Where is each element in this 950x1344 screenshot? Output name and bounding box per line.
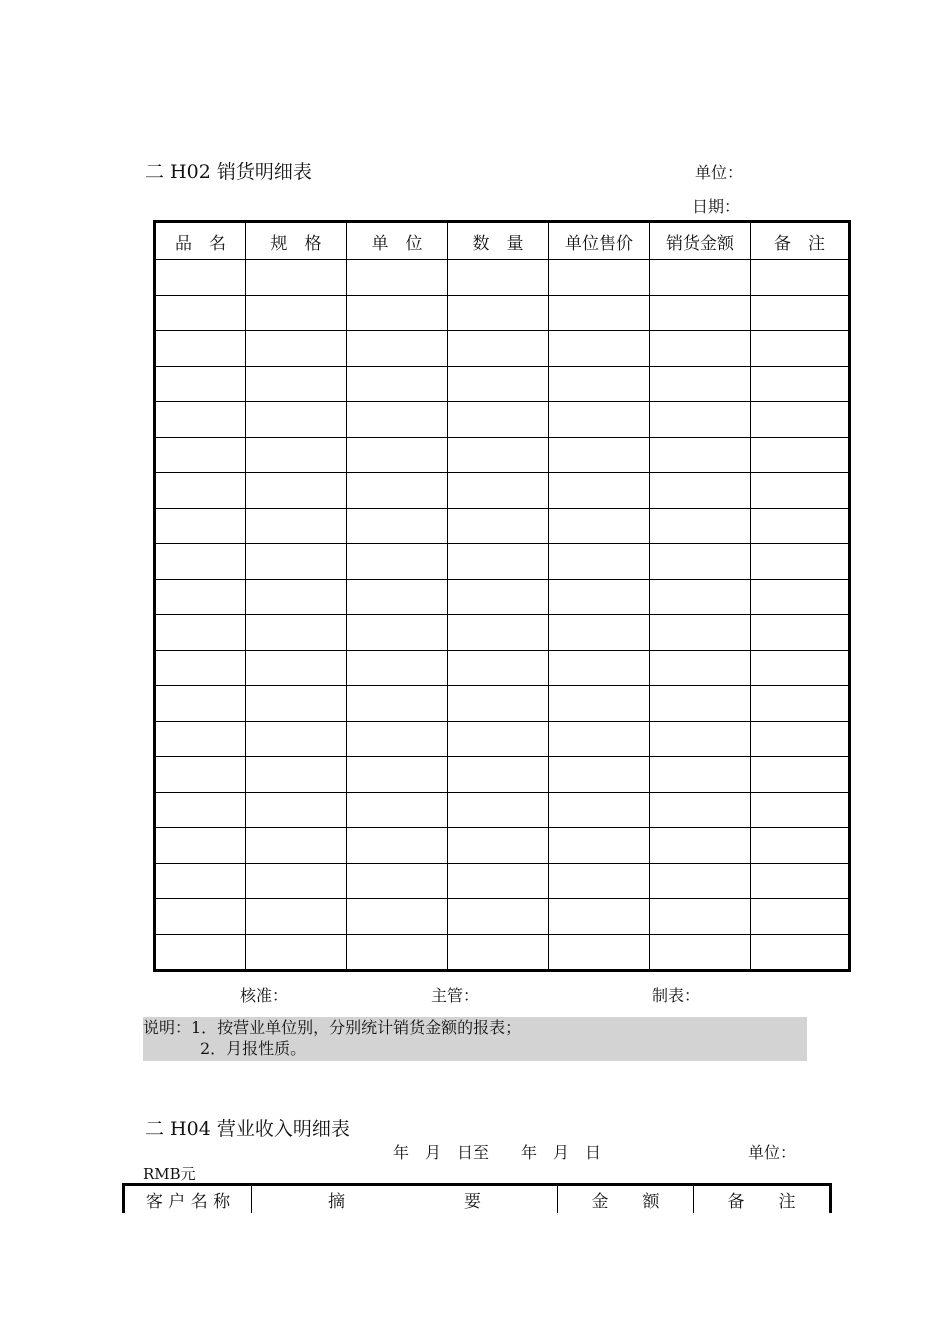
table-cell	[155, 579, 246, 615]
table-cell	[155, 544, 246, 580]
table-row	[155, 295, 850, 331]
col-product-name: 品 名	[155, 222, 246, 260]
table-cell	[549, 508, 650, 544]
table-row	[155, 757, 850, 793]
table-cell	[155, 437, 246, 473]
table-cell	[549, 792, 650, 828]
table-cell	[155, 792, 246, 828]
table-cell	[246, 508, 347, 544]
table-cell	[650, 615, 751, 651]
table-cell	[155, 331, 246, 367]
table-cell	[155, 828, 246, 864]
table-cell	[347, 686, 448, 722]
table-cell	[246, 721, 347, 757]
table-cell	[751, 579, 850, 615]
table-cell	[155, 686, 246, 722]
table-cell	[347, 828, 448, 864]
table-cell	[155, 366, 246, 402]
table-cell	[549, 899, 650, 935]
table-cell	[549, 544, 650, 580]
signature-supervisor: 主管：	[431, 986, 480, 1005]
table-cell	[155, 615, 246, 651]
table-cell	[650, 721, 751, 757]
sales-detail-table	[153, 220, 851, 972]
table-cell	[650, 934, 751, 971]
table-cell	[246, 934, 347, 971]
table-cell	[347, 721, 448, 757]
signature-approve: 核准：	[240, 986, 289, 1005]
table-cell	[347, 650, 448, 686]
table-cell	[347, 366, 448, 402]
table-cell	[246, 757, 347, 793]
table-cell	[549, 615, 650, 651]
table-cell	[650, 828, 751, 864]
table-cell	[347, 295, 448, 331]
revenue-table-header-row	[124, 1185, 831, 1214]
table-cell	[650, 650, 751, 686]
table-cell	[549, 757, 650, 793]
table-cell	[155, 721, 246, 757]
table-cell	[246, 366, 347, 402]
table-cell	[347, 757, 448, 793]
table-cell	[751, 402, 850, 438]
col-summary: 摘 要	[252, 1185, 558, 1214]
table-cell	[448, 366, 549, 402]
table-cell	[448, 331, 549, 367]
col-customer-name: 客 户 名 称	[124, 1185, 252, 1214]
table-cell	[751, 437, 850, 473]
table-cell	[448, 508, 549, 544]
table-cell	[155, 473, 246, 509]
table-cell	[448, 792, 549, 828]
table-row	[155, 544, 850, 580]
table-cell	[448, 579, 549, 615]
section1-title: 二 H02 销货明细表	[145, 161, 312, 183]
table-cell	[246, 295, 347, 331]
section2-currency: RMB元	[143, 1165, 196, 1183]
table-cell	[347, 899, 448, 935]
table-cell	[347, 934, 448, 971]
table-cell	[549, 579, 650, 615]
table-cell	[347, 615, 448, 651]
table-cell	[650, 402, 751, 438]
table-cell	[246, 402, 347, 438]
table-cell	[246, 579, 347, 615]
table-cell	[448, 295, 549, 331]
table-cell	[448, 721, 549, 757]
table-cell	[155, 295, 246, 331]
table-row	[155, 331, 850, 367]
table-cell	[347, 544, 448, 580]
table-cell	[347, 437, 448, 473]
section2-date-range: 年 月 日至 年 月 日	[393, 1143, 602, 1162]
table-cell	[650, 260, 751, 296]
table-cell	[246, 473, 347, 509]
table-cell	[155, 260, 246, 296]
table-row	[155, 686, 850, 722]
table-cell	[650, 792, 751, 828]
table-cell	[650, 544, 751, 580]
table-row	[155, 828, 850, 864]
table-cell	[751, 615, 850, 651]
table-cell	[155, 402, 246, 438]
table-row	[155, 792, 850, 828]
table-cell	[347, 473, 448, 509]
table-cell	[448, 260, 549, 296]
table-cell	[347, 792, 448, 828]
table-row	[155, 366, 850, 402]
table-cell	[650, 366, 751, 402]
table-cell	[751, 295, 850, 331]
table-row	[155, 402, 850, 438]
table-cell	[751, 828, 850, 864]
table-cell	[155, 934, 246, 971]
table-row	[155, 650, 850, 686]
table-cell	[549, 331, 650, 367]
table-cell	[448, 828, 549, 864]
table-cell	[448, 437, 549, 473]
col-remarks: 备 注	[751, 222, 850, 260]
table-cell	[246, 650, 347, 686]
table-cell	[448, 899, 549, 935]
table-cell	[448, 473, 549, 509]
table-cell	[751, 863, 850, 899]
table-cell	[347, 331, 448, 367]
col-unit: 单 位	[347, 222, 448, 260]
table-cell	[246, 437, 347, 473]
table-cell	[448, 686, 549, 722]
table-row	[155, 437, 850, 473]
table-cell	[751, 544, 850, 580]
table-cell	[246, 863, 347, 899]
table-cell	[155, 757, 246, 793]
table-cell	[448, 402, 549, 438]
table-row	[155, 899, 850, 935]
table-cell	[347, 260, 448, 296]
section1-unit-label: 单位：	[695, 163, 744, 182]
table-cell	[751, 366, 850, 402]
table-cell	[448, 650, 549, 686]
table-cell	[751, 757, 850, 793]
table-cell	[549, 828, 650, 864]
table-cell	[155, 899, 246, 935]
table-cell	[155, 508, 246, 544]
table-cell	[751, 331, 850, 367]
table-row	[155, 934, 850, 971]
table-cell	[347, 863, 448, 899]
table-cell	[751, 934, 850, 971]
table-row	[155, 615, 850, 651]
table-cell	[751, 650, 850, 686]
sales-table-header-row	[155, 222, 850, 260]
table-row	[155, 863, 850, 899]
table-cell	[155, 863, 246, 899]
table-cell	[650, 473, 751, 509]
table-cell	[650, 508, 751, 544]
table-cell	[751, 686, 850, 722]
table-cell	[155, 650, 246, 686]
table-cell	[751, 473, 850, 509]
section2-title: 二 H04 营业收入明细表	[145, 1118, 350, 1140]
col-sales-amount: 销货金额	[650, 222, 751, 260]
table-cell	[751, 721, 850, 757]
table-cell	[347, 402, 448, 438]
table-row	[155, 721, 850, 757]
table-cell	[246, 899, 347, 935]
col-quantity: 数 量	[448, 222, 549, 260]
table-cell	[246, 260, 347, 296]
section1-date-label: 日期：	[692, 197, 741, 216]
note-line-2: 2．月报性质。	[200, 1039, 307, 1058]
revenue-detail-table	[122, 1183, 832, 1213]
signature-prepared: 制表：	[652, 986, 701, 1005]
table-cell	[549, 473, 650, 509]
table-row	[155, 260, 850, 296]
table-cell	[549, 437, 650, 473]
table-cell	[650, 295, 751, 331]
table-cell	[650, 863, 751, 899]
section2-unit-label: 单位：	[748, 1143, 797, 1162]
col-amount: 金 额	[558, 1185, 694, 1214]
table-row	[155, 473, 850, 509]
table-cell	[549, 295, 650, 331]
table-cell	[246, 544, 347, 580]
notes-box	[143, 1017, 807, 1061]
col-remarks-2: 备 注	[694, 1185, 831, 1214]
table-cell	[650, 331, 751, 367]
table-cell	[448, 863, 549, 899]
table-row	[155, 579, 850, 615]
table-cell	[650, 579, 751, 615]
table-cell	[650, 686, 751, 722]
table-cell	[448, 934, 549, 971]
table-cell	[347, 579, 448, 615]
table-cell	[751, 508, 850, 544]
table-cell	[650, 757, 751, 793]
table-cell	[347, 508, 448, 544]
table-cell	[549, 650, 650, 686]
col-spec: 规 格	[246, 222, 347, 260]
col-unit-price: 单位售价	[549, 222, 650, 260]
table-cell	[549, 402, 650, 438]
table-cell	[549, 863, 650, 899]
table-cell	[650, 437, 751, 473]
table-row	[155, 508, 850, 544]
table-cell	[549, 721, 650, 757]
table-cell	[246, 615, 347, 651]
table-cell	[751, 899, 850, 935]
table-cell	[751, 260, 850, 296]
table-cell	[246, 686, 347, 722]
table-cell	[448, 757, 549, 793]
table-cell	[549, 366, 650, 402]
table-cell	[549, 686, 650, 722]
table-cell	[650, 899, 751, 935]
table-cell	[751, 792, 850, 828]
table-cell	[246, 828, 347, 864]
table-cell	[448, 544, 549, 580]
note-line-1: 说明：1．按营业单位别，分别统计销货金额的报表；	[143, 1018, 522, 1037]
table-cell	[549, 260, 650, 296]
table-cell	[549, 934, 650, 971]
table-cell	[246, 792, 347, 828]
table-cell	[448, 615, 549, 651]
table-cell	[246, 331, 347, 367]
